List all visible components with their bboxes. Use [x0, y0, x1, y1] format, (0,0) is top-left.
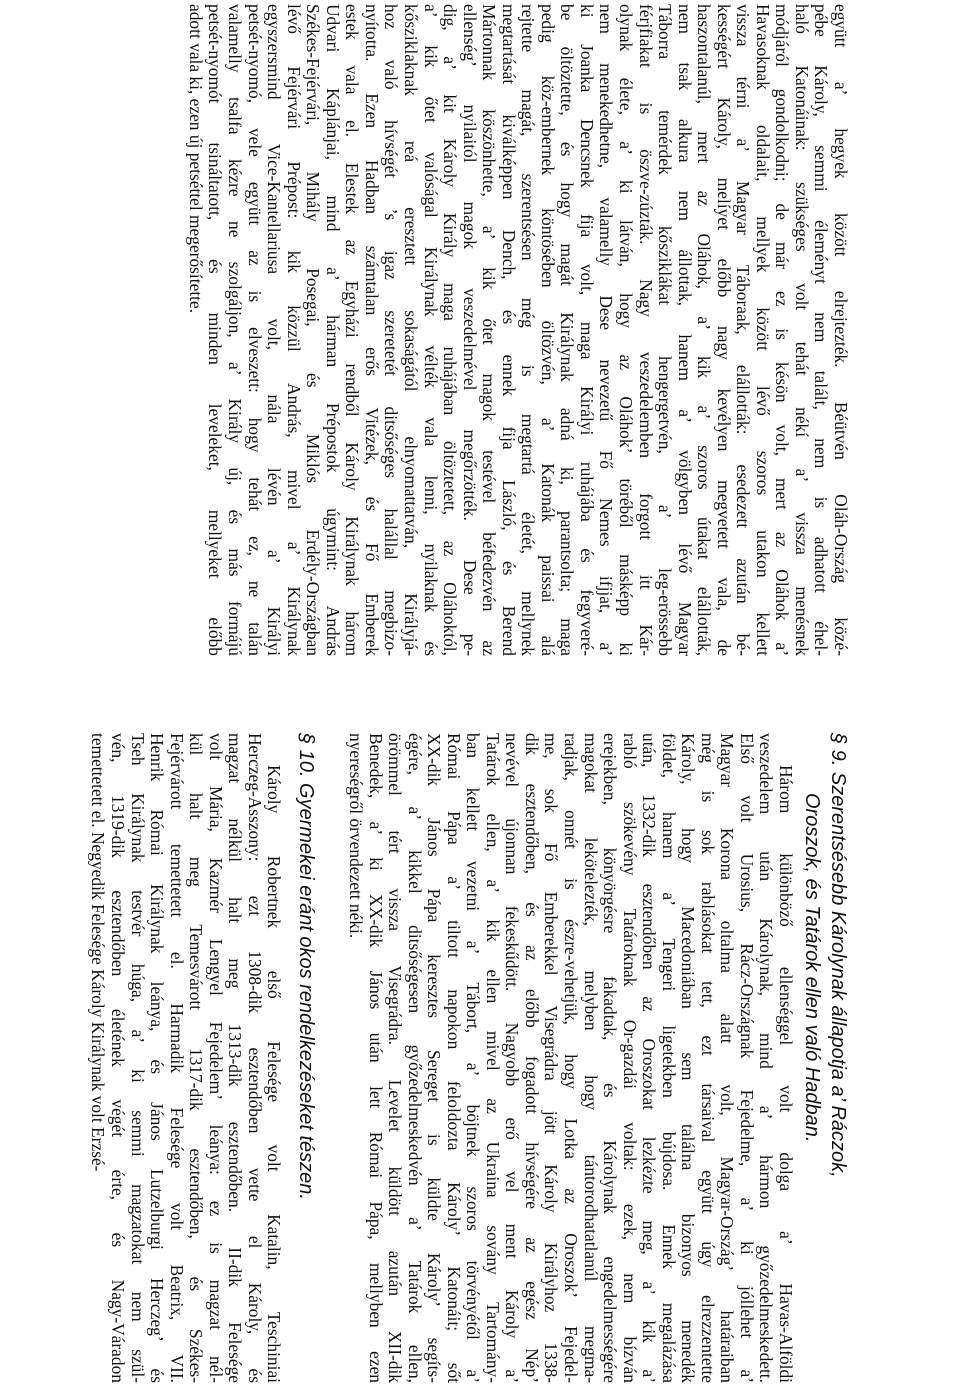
text-line: kősziklaknak reá eresztett sokaságától elnyomattatván, Királyjá-	[400, 4, 421, 656]
text-line: volt Mária, Kazmér Lengyel Fejedelem’ leánya: ez is magzat nél-	[205, 733, 226, 1383]
text-line: ellenség’ nyilaitól magok veszedelmével megőrzötték. Dese pe-	[459, 4, 480, 656]
text-line: földet, hanem a’ Tengeri ligetekben bújdosa. Ennek megalázása	[658, 733, 679, 1383]
text-line: XX-dik János Pápa keresztes Sereget is küldte Károly’ segíts-	[424, 733, 445, 1383]
text-line: Henrik Római Királynak leánya, és János Lutzelburgi Herczeg’ és	[147, 733, 168, 1383]
text-line: lévő Fejérvári Prépost: kik közzül András, mivel a’ Királynak	[283, 4, 304, 656]
text-line: haszontalanúl, mert az Oláhok, a’ kik a’ szoros útakat elállották,	[694, 4, 715, 656]
text-line: dik esztendőben, és az előbb fogadott hívségére az egész Nép’	[521, 733, 542, 1383]
text-line: égére, a’ kikkel ditsőségesen győzedelmeskedvén a’ Tatárok ellen,	[404, 733, 425, 1383]
text-line: Herczeg-Asszony: ezt 1308-dik esztendőben vette el Károly, és	[244, 733, 265, 1383]
text-line: örömmel tért vissza Visegrádra. Levelet küldött azután XII-dik	[385, 733, 406, 1383]
text-line: me, sok Fő Emberekkel Visegrádra jött Károly Királyhoz 1338-	[541, 733, 562, 1383]
text-line: Magyar Korona oltalma alatt volt, Magyar-Ország’ határaiban	[717, 733, 738, 1383]
text-line: petsét-nyomó, vele együtt az is elveszett: hogy tehát ez, ne talán	[244, 4, 265, 656]
text-line: estek vala el. Elestek az Egyházi rendből Károly Királynak három	[342, 4, 363, 656]
text-line: nyította. Ezen Hadban számtalan erős Vitézek, és Fő Emberek	[361, 4, 382, 656]
text-line: pedig köz-embernek köntösében öltözvén, a’ Katonák paissai alá	[537, 4, 558, 656]
text-line: nem menekedhetne, valamelly Dese nevezetű Fő Nemes ifjjat, a’	[596, 4, 617, 656]
section-10-heading	[293, 733, 319, 1383]
text-line: ban kellett vezetni a’ Tábort, a’ böjtnek szoros törvényétől a’	[463, 733, 484, 1383]
text-line: rabló szökevény Tatároknak Or-gazdái voltak: ezek, nem bízván	[619, 733, 640, 1383]
text-line: megtartását kiválképpen Dench, és ennek fija László, és Berend	[498, 4, 519, 656]
section-10-title-text: Gyermekei eránt okos rendelkezéseket tészen.	[295, 783, 318, 1200]
left-text-column	[185, 4, 850, 656]
text-line: valamelly tsalfa kézre ne szolgáljon, a’ Király új, és más formájú	[225, 4, 246, 656]
text-line: nyereségről örvendezett néki.	[345, 733, 366, 939]
section-9-heading	[799, 733, 851, 1383]
text-line: olynak élete, a’ ki látván, hogy az Oláhok’ töréből másképp ki	[615, 4, 636, 656]
text-line: Benedek, a’ ki XX-dik János után lett Római Pápa, mellyben ezen	[365, 733, 386, 1383]
section-9-paragraph	[345, 733, 795, 1383]
text-line: Római Pápa a’ tiltott napokon feloldozta Károly’ Katonáit; sőt	[443, 733, 464, 1383]
section-9-title-line2: Oroszok, és Tatárok ellen való Hadban.	[801, 793, 823, 1143]
text-line: Táborra temérdek kősziklákat hengergetvén, a’ leg-erössebb	[655, 4, 676, 656]
text-line: a’ kik őtet valóságal Királynak vélték vala lenni, nyilaknak és	[420, 4, 441, 656]
section-10-number: § 10.	[295, 733, 318, 778]
text-line: erejekben, könyörgésre fakadtak, és Károlynak engedelmességére	[600, 733, 621, 1383]
text-line: radjak, onnét is észre-vehetjük, hogy Lotka az Oroszok’ Fejedel-	[560, 733, 581, 1383]
text-line: Mártonnak köszönhette, a’ kik őtet magok testével béfedezvén az	[479, 4, 500, 656]
text-line: Tatárok ellen, a’ kik ellen mivel az Ukraina sovány Tartomány-	[482, 733, 503, 1383]
section-9-title-line1	[825, 733, 851, 1383]
text-line: Tseh Királynak testvér húga, a’ ki semmi magzatokat nem szül-	[127, 733, 148, 1383]
text-line: temettetett el. Negyedik Felesége Károly Királynak volt Erzsé-	[88, 733, 109, 1172]
text-line: kességért Károly, melíyet előbb nagy kevélyen megvetett vala, de	[713, 4, 734, 656]
section-9-title-text-1: Szerentsésebb Károlynak állapotja a’ Ráczok,	[827, 771, 849, 1178]
text-line: Három különböző ellenséggel volt dolga a’ Havas-Alföldi	[776, 765, 796, 1383]
text-line: Károly, hogy Macedoniában sem találna bizonyos menedék	[678, 733, 699, 1383]
text-line: egyszersmind Vice-Kantellariusa volt, nála lévén a’ Királyi	[264, 4, 285, 656]
text-line: Fejérvárott temettetett el. Harmadik Felesége volt Beatrix, VII.	[166, 733, 187, 1383]
text-line: magokat lekötelezték, melyben hogy tántorodhatatlanúl megma-	[580, 733, 601, 1383]
text-line: Károly Robertnek első Felesége volt Katalin, Teschiniai	[264, 765, 285, 1383]
text-line: rejtette magát, szerentsésen még is megtartá életét, mellynek	[518, 4, 539, 656]
text-line: dig, a’ kit Károly Király maga ruhájában öltöztetett, az Oláhoktól,	[440, 4, 461, 656]
section-10-paragraph	[88, 733, 283, 1383]
text-line: hoz való hívségét ’s igaz szeretetét ditsőséges halállal megbizo-	[381, 4, 402, 656]
text-line: Udvari Káplánjai, mind a’ hárman Prépostok úgymint: András	[322, 4, 343, 656]
text-line: után, 1332-dik esztendőben az Oroszokat lezkézte meg, a’ kik a’	[639, 733, 660, 1383]
text-line: nevével újonnan fekeskűdött. Nagyobb erő vel ment Károly a’	[502, 733, 523, 1383]
text-line: kül halt meg Temesvárott 1317-dik esztendőben, és Székes-	[186, 733, 207, 1383]
text-line: Székes-Fejérvári, Mihály Posegai, és Miklós Erdély-Országban	[303, 4, 324, 656]
text-line: Első volt Urosius, Rácz-Országnak Fejedelme, a’ ki jóllehet a’	[736, 733, 757, 1383]
section-9-number: § 9.	[827, 733, 849, 767]
text-line: férjfiakat is öszve-zúzták. Nagy veszedelemben forgott itt Kár-	[635, 4, 656, 656]
text-line: adott vala ki, ezen új petséttel megerősítette.	[185, 4, 206, 314]
text-line: vissza térni a’ Magyar Táboraak, elállották: esedezett azután bé-	[733, 4, 754, 656]
text-line: módjáról gondolkodni; de már ez is késön volt, mert az Oláhok a’	[772, 4, 793, 656]
text-line: be öltöztette, és hogy magát Királynak adná ki, parantsolta; maga	[557, 4, 578, 656]
text-line: petsét-nyomót tsináltatott, és minden leveleket, mellyeket előbb	[205, 4, 226, 656]
text-line: még is sok rablásokat tett, ezt társaival együtt úgy elrezzentette	[697, 733, 718, 1383]
right-text-column	[88, 733, 851, 1383]
text-line: együtt a’ hegyek között elrejtezték. Béütvén Oláh-Ország közé-	[831, 4, 851, 656]
text-line: nem tsak alkura nem állottak, hanem a’ völgyben lévő Magyar	[674, 4, 695, 656]
text-line: Havasoknak oldalait, mellyek között lévő szoros utakon kellett	[752, 4, 773, 656]
text-line: vén, 1319-dik esztendőben életének végét érte, és Nagy-Váradon	[108, 733, 129, 1383]
text-line: veszedelem után Károlynak, mind a’ hármon győzedelmeskedett.	[756, 733, 777, 1383]
text-line: haló Katonáinak: szükséges volt tehát nékí a’ vissza menésnek	[791, 4, 812, 656]
text-line: magzat nélkül halt meg 1313-dik esztendőben. II-dik Felesége	[225, 733, 246, 1383]
text-line: pébe Károly, semmi éleményt nem talált, nem is adhatott éhel-	[811, 4, 832, 656]
text-line: ki Joanka Dencsnek fija volt, maga Királyi ruhájába és fegyveré-	[576, 4, 597, 656]
